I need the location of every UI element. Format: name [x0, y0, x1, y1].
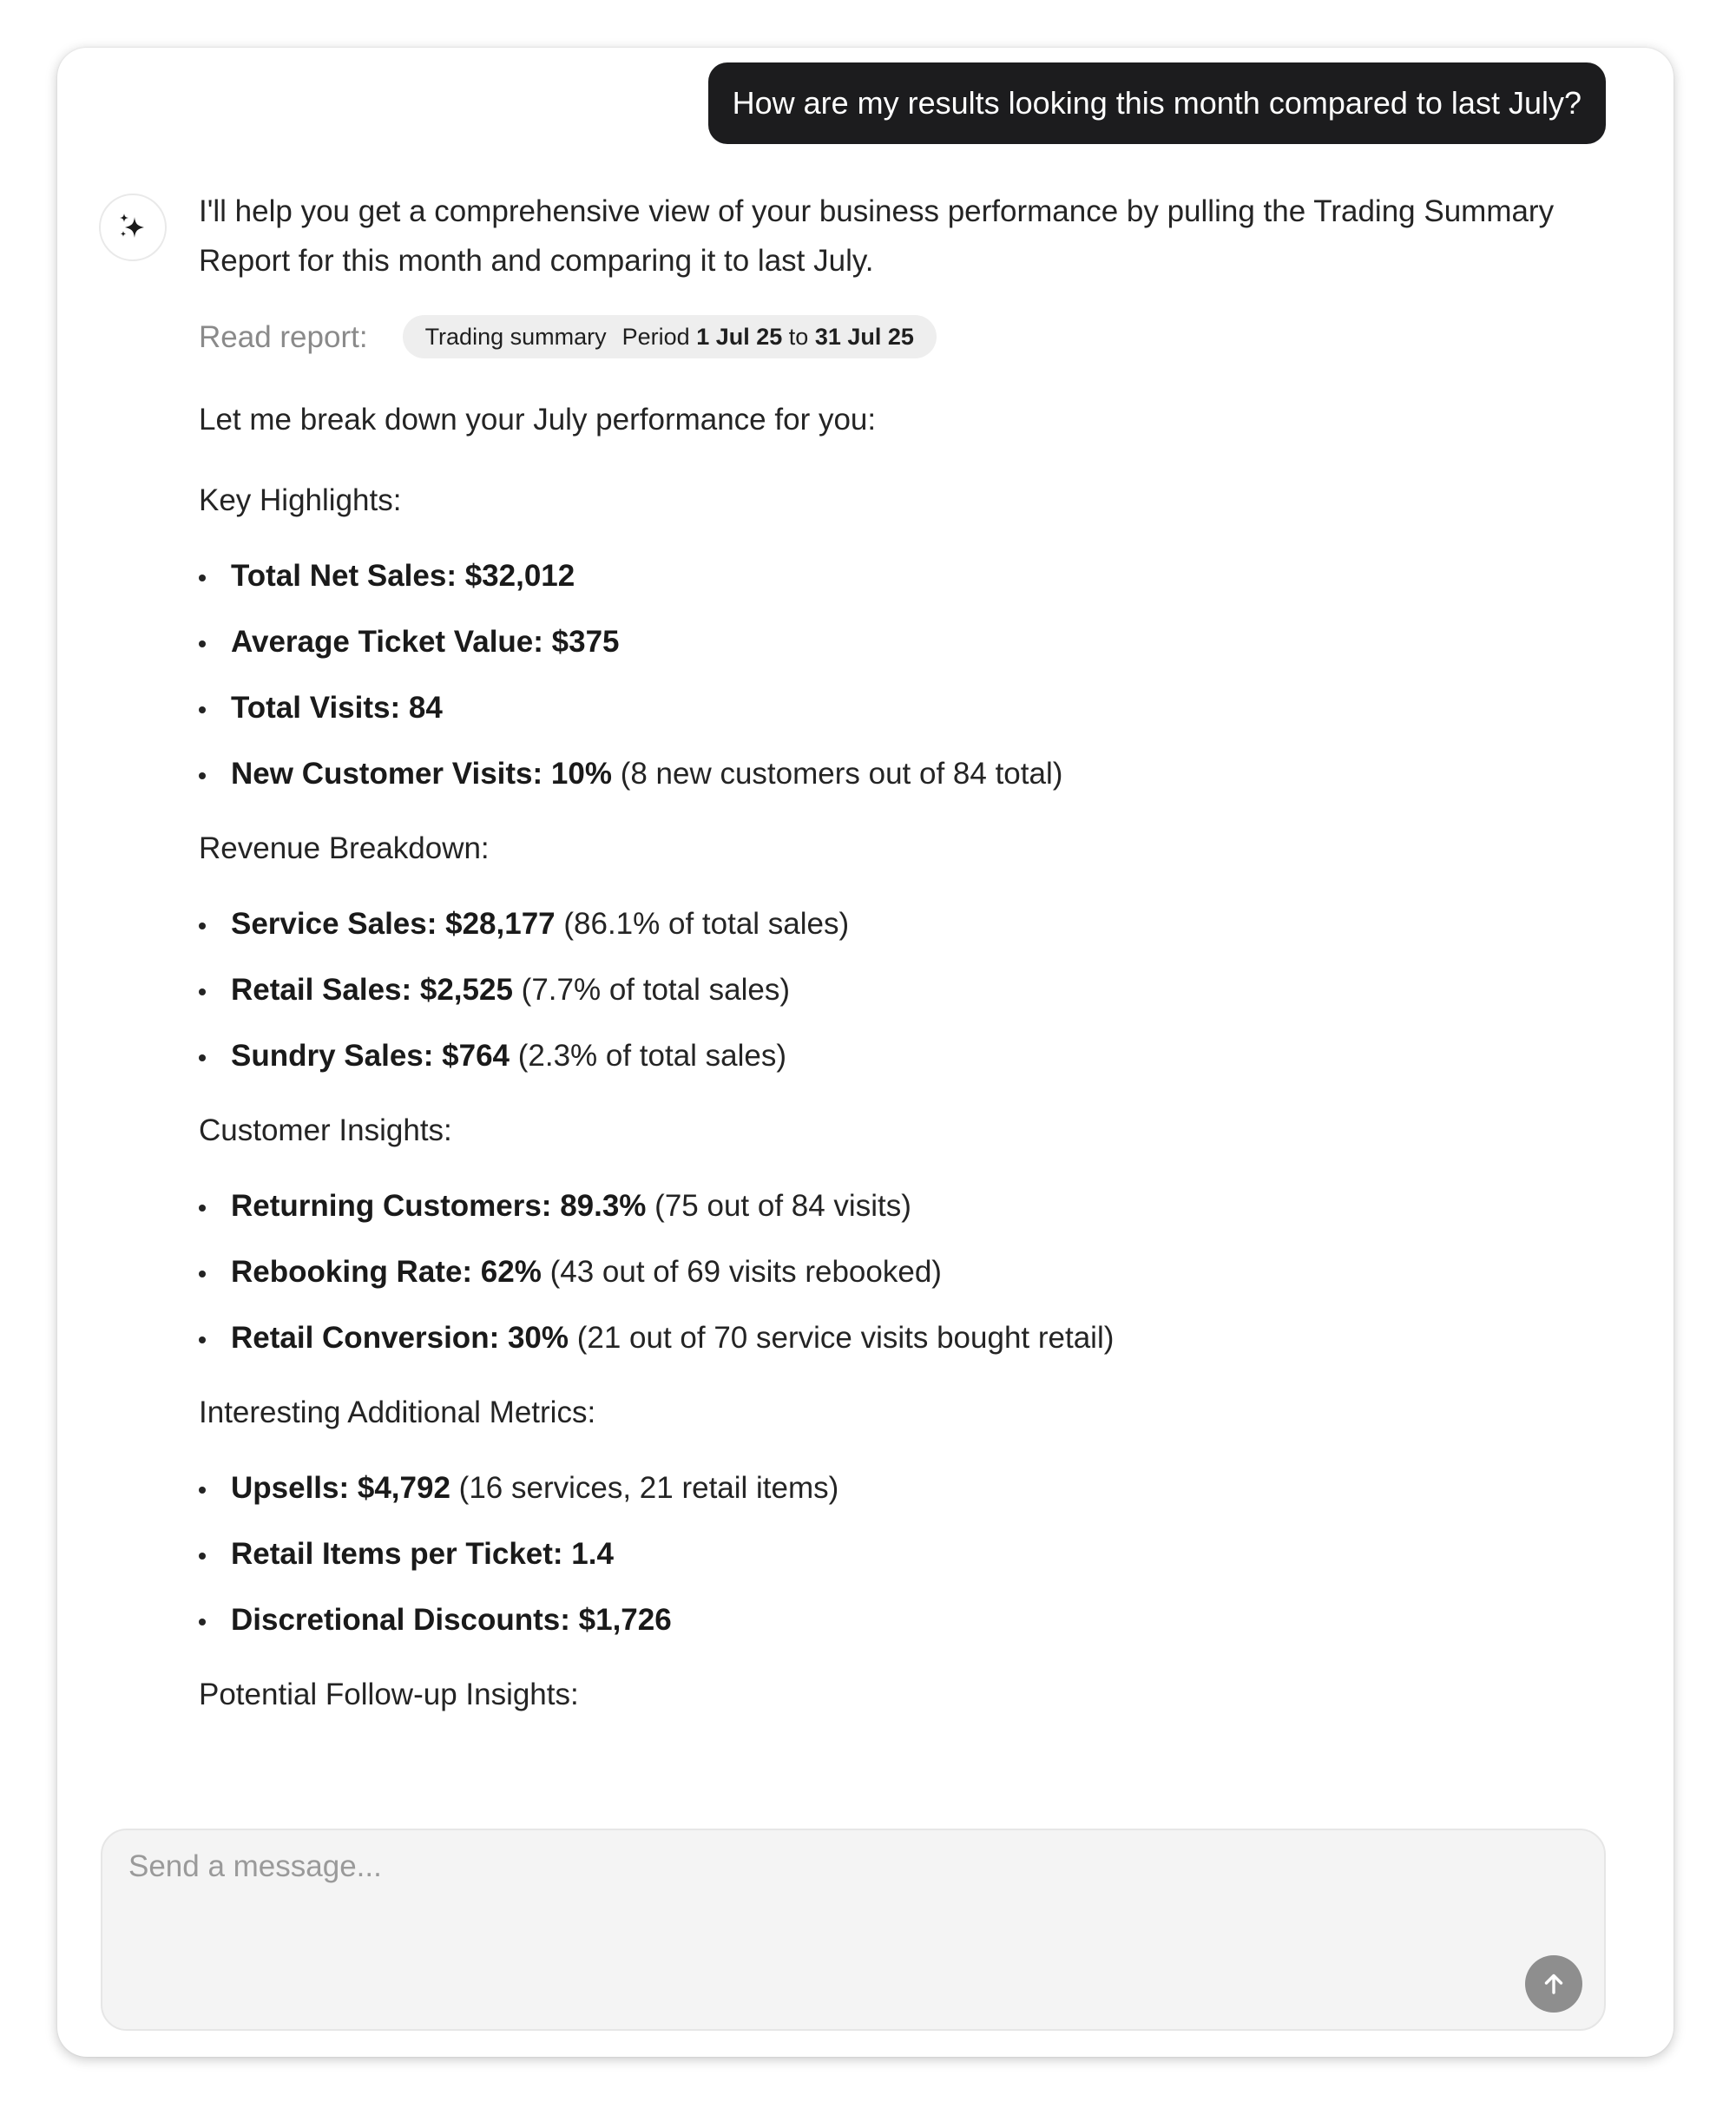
list-item: [199, 555, 1605, 598]
metric-label: Total Net Sales: $32,012: [231, 559, 575, 593]
metric-label: Retail Sales: $2,525: [231, 973, 513, 1007]
list-item: [199, 1317, 1605, 1360]
period-to: to: [788, 324, 809, 350]
section-title-additional-metrics: Interesting Additional Metrics:: [199, 1395, 596, 1429]
section-title-follow-up-insights: Potential Follow-up Insights:: [199, 1678, 579, 1711]
metric-label: Retail Conversion: 30%: [231, 1321, 569, 1355]
message-list[interactable]: [57, 48, 1674, 1827]
list-item: [199, 903, 1605, 946]
metric-detail: (21 out of 70 service visits bought retail): [576, 1321, 1115, 1355]
list-item: [199, 686, 1605, 730]
list-item: [199, 1599, 1605, 1642]
list-item: [199, 1467, 1605, 1510]
metric-label: Average Ticket Value: $375: [231, 625, 620, 659]
period-label: Period: [621, 324, 690, 350]
chat-window: [57, 48, 1674, 2057]
list-item: [199, 752, 1605, 796]
metric-label: Rebooking Rate: 62%: [231, 1255, 542, 1289]
list-item: [199, 969, 1605, 1012]
metric-label: Total Visits: 84: [231, 691, 443, 725]
period-start: 1 Jul 25: [696, 324, 783, 350]
metric-detail: (8 new customers out of 84 total): [620, 757, 1063, 791]
list-item: [199, 1533, 1605, 1576]
assistant-avatar: [99, 194, 167, 261]
metric-label: Upsells: $4,792: [231, 1471, 450, 1505]
user-message-bubble: [708, 62, 1606, 144]
sparkle-icon: [115, 210, 150, 245]
read-report-label: Read report:: [199, 319, 368, 354]
send-button[interactable]: [1525, 1955, 1582, 2013]
message-composer: [101, 1829, 1606, 2031]
report-name: Trading summary: [424, 324, 607, 350]
list-item: [199, 621, 1605, 664]
breakdown-intro: Let me break down your July performance for you:: [199, 403, 877, 437]
read-report-row: [199, 315, 1605, 358]
assistant-message: [199, 187, 1605, 1749]
list-item: [199, 1251, 1605, 1294]
report-chip[interactable]: [403, 315, 937, 358]
period-end: 31 Jul 25: [814, 324, 914, 350]
metric-label: Discretional Discounts: $1,726: [231, 1603, 672, 1637]
metric-detail: (16 services, 21 retail items): [458, 1471, 839, 1505]
message-input[interactable]: [128, 1849, 1500, 1954]
section-title-key-highlights: Key Highlights:: [199, 483, 402, 517]
metric-label: Returning Customers: 89.3%: [231, 1189, 647, 1223]
metric-detail: (86.1% of total sales): [563, 907, 850, 941]
section-title-revenue-breakdown: Revenue Breakdown:: [199, 831, 490, 865]
metric-label: Sundry Sales: $764: [231, 1039, 510, 1073]
user-message-text: How are my results looking this month compared to last July?: [732, 85, 1581, 121]
list-item: [199, 1185, 1605, 1228]
metric-detail: (2.3% of total sales): [517, 1039, 787, 1073]
metric-detail: (75 out of 84 visits): [654, 1189, 911, 1223]
list-item: [199, 1034, 1605, 1078]
metric-label: Service Sales: $28,177: [231, 907, 556, 941]
metric-detail: (43 out of 69 visits rebooked): [549, 1255, 942, 1289]
arrow-up-icon: [1539, 1969, 1568, 1999]
section-title-customer-insights: Customer Insights:: [199, 1113, 452, 1147]
metric-label: New Customer Visits: 10%: [231, 757, 612, 791]
revenue-breakdown-list: [199, 903, 1605, 1078]
assistant-intro-text: I'll help you get a comprehensive view of your business performance by pulling the Trading Summary Report for this month and comparing it to last July.: [199, 194, 1555, 278]
key-highlights-list: [199, 555, 1605, 796]
customer-insights-list: [199, 1185, 1605, 1360]
additional-metrics-list: [199, 1467, 1605, 1642]
metric-label: Retail Items per Ticket: 1.4: [231, 1537, 614, 1571]
metric-detail: (7.7% of total sales): [521, 973, 790, 1007]
